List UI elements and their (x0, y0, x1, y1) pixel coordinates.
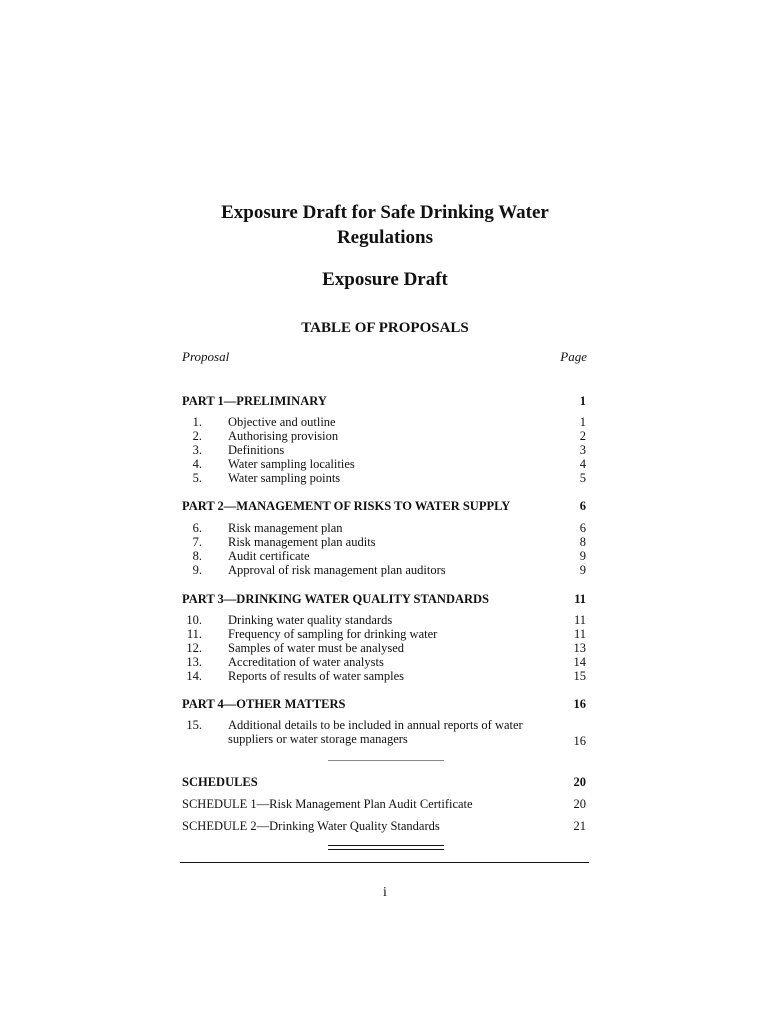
document-title: Exposure Draft for Safe Drinking Water Regulations (221, 202, 549, 248)
part-heading-title: PART 3—DRINKING WATER QUALITY STANDARDS (182, 592, 490, 606)
entry-text: Reports of results of water samples (228, 669, 405, 683)
part-heading (182, 498, 586, 514)
entry-page: 4 (579, 457, 586, 471)
entry-number: 11. (186, 627, 202, 641)
entry-number: 6. (192, 521, 202, 535)
entry-text: Authorising provision (228, 429, 339, 443)
page-number: i (383, 885, 387, 900)
entry-page: 9 (579, 549, 586, 563)
entry-number: 4. (192, 457, 202, 471)
entry-page: 8 (579, 535, 586, 549)
entry-text: Accreditation of water analysts (228, 655, 384, 669)
entry-page: 11 (573, 627, 586, 641)
entry-text: Drinking water quality standards (228, 613, 393, 627)
entry-page: 11 (573, 613, 586, 627)
part-heading-title: PART 4—OTHER MATTERS (182, 697, 346, 711)
column-header-page: Page (560, 349, 587, 364)
entry-text: Approval of risk management plan auditors (228, 563, 446, 577)
schedule-entry (182, 796, 586, 812)
toc-heading: TABLE OF PROPOSALS (301, 320, 469, 336)
part-heading (182, 591, 586, 607)
entry-number: 8. (192, 549, 202, 563)
entry-number: 15. (186, 718, 202, 732)
entry-page: 3 (579, 443, 586, 457)
part-heading-page: 1 (579, 394, 586, 408)
entry-number: 2. (192, 429, 202, 443)
entry-text: Samples of water must be analysed (228, 641, 404, 655)
document-subtitle: Exposure Draft (322, 269, 448, 290)
end-double-rule (328, 845, 444, 850)
entry-text: Objective and outline (228, 415, 336, 429)
entry-page: 2 (579, 429, 586, 443)
column-header-proposal: Proposal (182, 349, 230, 364)
entry-text: Definitions (228, 443, 285, 457)
section-divider (328, 760, 444, 761)
entry-page: 15 (573, 669, 586, 683)
entry-text: Additional details to be included in annual reports of water suppliers or water storage managers (228, 718, 523, 746)
schedules-heading (182, 774, 586, 790)
entry-page: 6 (579, 521, 586, 535)
part-heading (182, 393, 586, 409)
schedule-entry-text: SCHEDULE 2—Drinking Water Quality Standards (182, 819, 440, 833)
entry-text: Water sampling points (228, 471, 341, 485)
part-heading-page: 16 (573, 697, 586, 711)
entry-page: 1 (579, 415, 586, 429)
part-heading-title: PART 2—MANAGEMENT OF RISKS TO WATER SUPPLY (182, 499, 511, 513)
entry-page: 5 (579, 471, 586, 485)
schedule-entry-page: 21 (573, 819, 586, 833)
part-heading-page: 6 (579, 499, 586, 513)
entry-page: 9 (579, 563, 586, 577)
entry-text: Frequency of sampling for drinking water (228, 627, 438, 641)
entry-text: Risk management plan (228, 521, 343, 535)
part-heading-page: 11 (574, 592, 586, 606)
schedules-heading-title: SCHEDULES (182, 775, 258, 789)
footer-rule (180, 862, 589, 863)
entry-page: 16 (573, 734, 586, 748)
part-heading-title: PART 1—PRELIMINARY (182, 394, 327, 408)
entry-number: 5. (192, 471, 202, 485)
schedule-entry-text: SCHEDULE 1—Risk Management Plan Audit Certificate (182, 797, 473, 811)
entry-number: 14. (186, 669, 202, 683)
entry-page: 13 (573, 641, 586, 655)
part-heading (182, 696, 586, 712)
schedule-entry-page: 20 (573, 797, 586, 811)
entry-text: Audit certificate (228, 549, 310, 563)
entry-number: 3. (192, 443, 202, 457)
entry-number: 9. (192, 563, 202, 577)
entry-text: Water sampling localities (228, 457, 355, 471)
entry-number: 1. (192, 415, 202, 429)
schedule-entry (182, 818, 586, 834)
entry-page: 14 (573, 655, 586, 669)
entry-number: 10. (186, 613, 202, 627)
entry-number: 13. (186, 655, 202, 669)
schedules-heading-page: 20 (573, 775, 586, 789)
entry-number: 12. (186, 641, 202, 655)
entry-text: Risk management plan audits (228, 535, 376, 549)
entry-number: 7. (192, 535, 202, 549)
